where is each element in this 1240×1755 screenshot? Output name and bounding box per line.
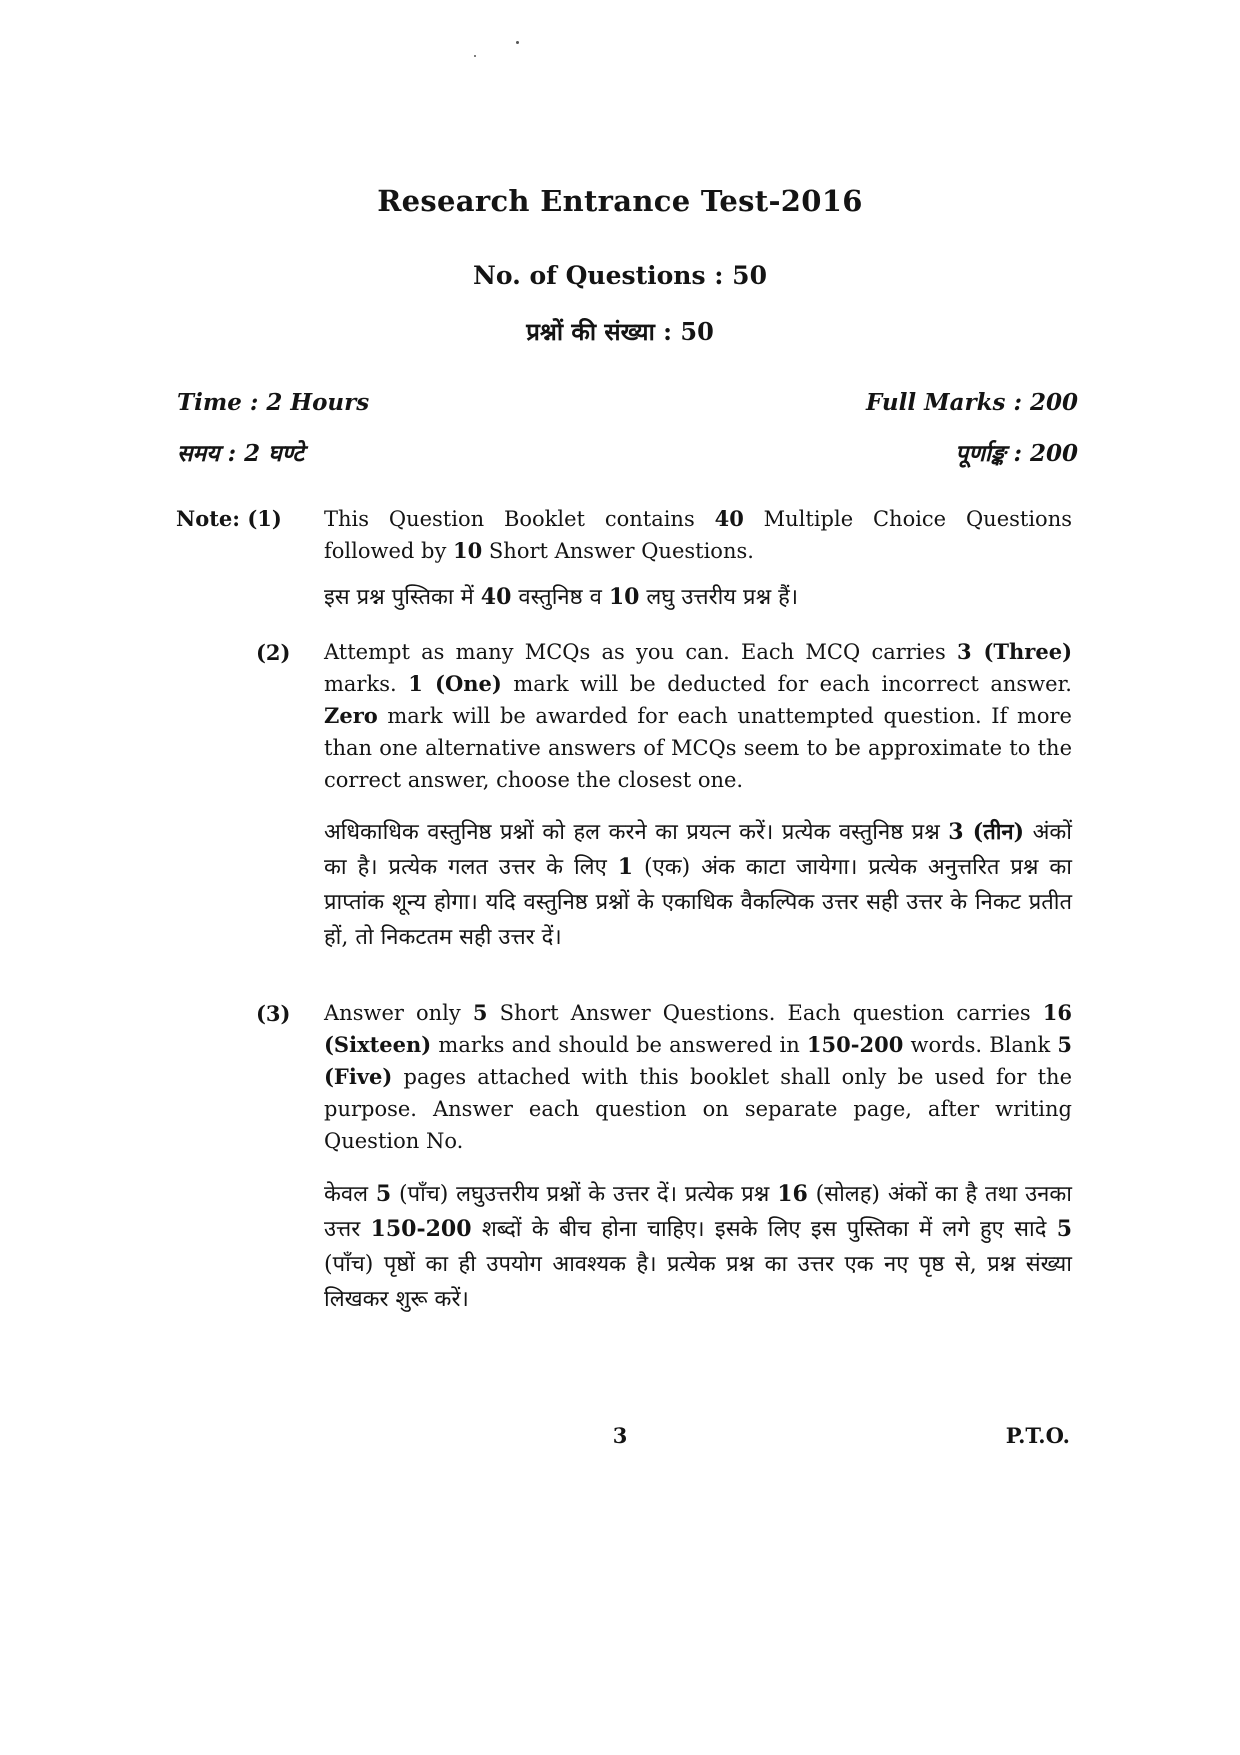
- scan-speck: [516, 41, 519, 44]
- note-1-hindi: इस प्रश्न पुस्तिका में 40 वस्तुनिष्ठ व 10 लघु उत्तरीय प्रश्न हैं।: [324, 584, 799, 610]
- note-3-number: (3): [256, 1001, 291, 1026]
- note-2-english: Attempt as many MCQs as you can. Each MCQ carries 3 (Three) marks. 1 (One) mark will be deducted for each incorrect answer. Zero mark will be awarded for each unattempted question. If more than one alternative answers of MCQs seem to be approximate to the correct answer, choose the closest one.: [324, 639, 1073, 792]
- note-2-hindi: अधिकाधिक वस्तुनिष्ठ प्रश्नों को हल करने का प्रयत्न करें। प्रत्येक वस्तुनिष्ठ प्रश्न 3 (तीन) अंकों का है। प्रत्येक गलत उत्तर के लिए 1 (एक) अंक काटा जायेगा। प्रत्येक अनुत्तरित प्रश्न का प्राप्तांक शून्य होगा। यदि वस्तुनिष्ठ प्रश्नों के एकाधिक वैकल्पिक उत्तर सही उत्तर के निकट प्रतीत हों, तो निकटतम सही उत्तर दें।: [324, 819, 1072, 950]
- note-1-english: This Question Booklet contains 40 Multiple Choice Questions followed by 10 Short Answer Questions.: [324, 506, 1072, 563]
- time-english: Time : 2 Hours: [177, 389, 370, 416]
- question-count-hindi: प्रश्नों की संख्या : 50: [526, 317, 714, 346]
- pto-label: P.T.O.: [1005, 1423, 1070, 1448]
- time-hindi: समय : 2 घण्टे: [177, 440, 305, 467]
- note-label: Note: (1): [176, 506, 282, 531]
- exam-title: Research Entrance Test-2016: [377, 184, 863, 218]
- note-3-hindi: केवल 5 (पाँच) लघुउत्तरीय प्रश्नों के उत्तर दें। प्रत्येक प्रश्न 16 (सोलह) अंकों का है तथा उनका उत्तर 150-200 शब्दों के बीच होना चाहिए। इसके लिए इस पुस्तिका में लगे हुए सादे 5 (पाँच) पृष्ठों का ही उपयोग आवश्यक है। प्रत्येक प्रश्न का उत्तर एक नए पृष्ठ से, प्रश्न संख्या लिखकर शुरू करें।: [324, 1181, 1072, 1312]
- page-number: 3: [612, 1423, 628, 1448]
- full-marks-english: Full Marks : 200: [865, 389, 1078, 416]
- note-3-english: Answer only 5 Short Answer Questions. Each question carries 16 (Sixteen) marks and should be answered in 150-200 words. Blank 5 (Five) pages attached with this booklet shall only be used for the purpose. Answer each question on separate page, after writing Question No.: [324, 1000, 1072, 1153]
- question-count-english: No. of Questions : 50: [473, 261, 767, 290]
- full-marks-hindi: पूर्णाङ्क : 200: [955, 440, 1078, 467]
- scan-speck: [474, 55, 476, 57]
- note-2-number: (2): [256, 640, 291, 665]
